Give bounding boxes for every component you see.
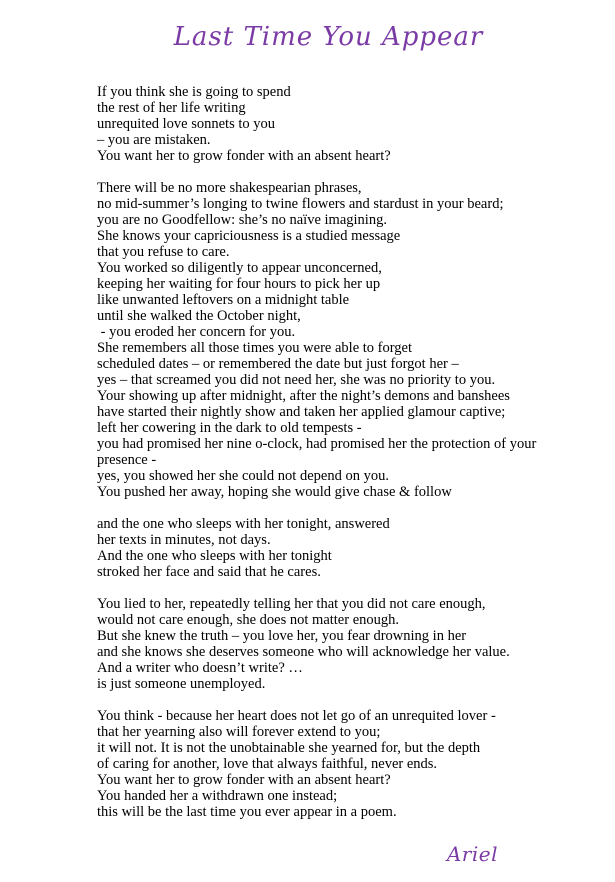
- stanza: [97, 180, 560, 500]
- poem-line: of caring for another, love that always faithful, never ends.: [97, 756, 438, 773]
- poem-line: You want her to grow fonder with an absent heart?: [97, 772, 391, 789]
- poem-line: She remembers all those times you were able to forget: [97, 340, 413, 357]
- poem-line: unrequited love sonnets to you: [97, 116, 276, 133]
- poem-line: But she knew the truth – you love her, you fear drowning in her: [97, 628, 467, 645]
- poem-line: the rest of her life writing: [97, 100, 246, 117]
- poem-line: There will be no more shakespearian phrases,: [97, 180, 362, 197]
- poem-line: You worked so diligently to appear unconcerned,: [97, 260, 382, 277]
- stanza: [97, 708, 560, 820]
- poem-line: her texts in minutes, not days.: [97, 532, 271, 549]
- poem-line: would not care enough, she does not matter enough.: [97, 612, 400, 629]
- poem-line: She knows your capriciousness is a studied message: [97, 228, 401, 245]
- poem-line: no mid-summer’s longing to twine flowers and stardust in your beard;: [97, 196, 504, 213]
- poem-line: Your showing up after midnight, after the night’s demons and banshees: [97, 388, 510, 405]
- poem-line: yes – that screamed you did not need her, she was no priority to you.: [97, 372, 496, 389]
- poem-line: If you think she is going to spend: [97, 84, 291, 101]
- poem-line: keeping her waiting for four hours to pick her up: [97, 276, 381, 293]
- poem-line: You think - because her heart does not let go of an unrequited lover -: [97, 708, 496, 725]
- poem-line: - you eroded her concern for you.: [97, 324, 296, 341]
- poem-line: stroked her face and said that he cares.: [97, 564, 321, 581]
- poem-title: Last Time You Appear: [173, 22, 484, 52]
- poem-line: yes, you showed her she could not depend on you.: [97, 468, 389, 485]
- poem-line: and the one who sleeps with her tonight, answered: [97, 516, 390, 533]
- poem-line: You lied to her, repeatedly telling her that you did not care enough,: [97, 596, 486, 613]
- poem-line: that you refuse to care.: [97, 244, 230, 261]
- poem-line: like unwanted leftovers on a midnight table: [97, 292, 350, 309]
- poem-line: You handed her a withdrawn one instead;: [97, 788, 338, 805]
- poem-line: this will be the last time you ever appear in a poem.: [97, 804, 397, 821]
- poem-line: You want her to grow fonder with an absent heart?: [97, 148, 391, 165]
- author-signature: Ariel: [446, 842, 498, 867]
- poem-line: You pushed her away, hoping she would give chase & follow: [97, 484, 452, 501]
- poem-line: it will not. It is not the unobtainable she yearned for, but the depth: [97, 740, 481, 757]
- poem-line: that her yearning also will forever extend to you;: [97, 724, 381, 741]
- poem-line: scheduled dates – or remembered the date but just forgot her –: [97, 356, 459, 373]
- poem-line: have started their nightly show and taken her applied glamour captive;: [97, 404, 506, 421]
- poem-line: is just someone unemployed.: [97, 676, 266, 693]
- stanza: [97, 596, 560, 692]
- poem-line: you had promised her nine o-clock, had promised her the protection of your presence -: [97, 436, 540, 469]
- poem-line: you are no Goodfellow: she’s no naïve imagining.: [97, 212, 387, 229]
- poem-line: until she walked the October night,: [97, 308, 301, 325]
- poem-line: And a writer who doesn’t write? …: [97, 660, 303, 677]
- poem-line: and she knows she deserves someone who will acknowledge her value.: [97, 644, 510, 661]
- poem-page: [0, 22, 615, 882]
- poem-line: – you are mistaken.: [97, 132, 211, 149]
- stanza: [97, 516, 560, 580]
- poem-line: left her cowering in the dark to old tempests -: [97, 420, 362, 437]
- poem-body: [97, 84, 560, 820]
- page-content: [97, 22, 560, 866]
- stanza: [97, 84, 560, 164]
- poem-line: And the one who sleeps with her tonight: [97, 548, 332, 565]
